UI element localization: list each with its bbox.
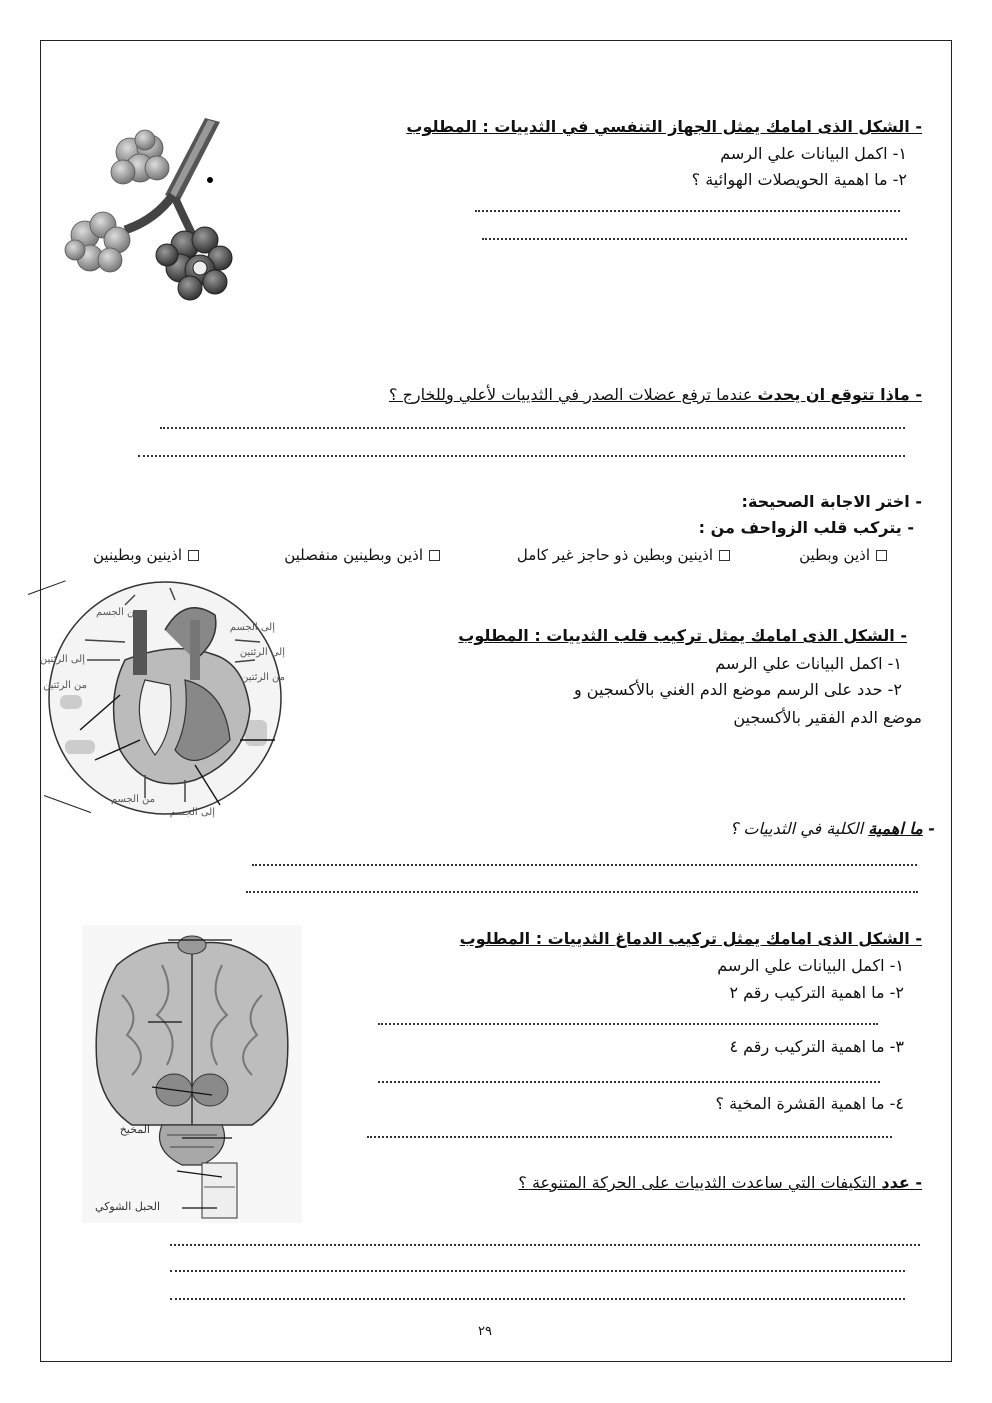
q1-item-2: ٢- ما اهمية الحويصلات الهوائية ؟ [691, 170, 907, 189]
q5-rest: الكلية في الثدييات ؟ [729, 819, 869, 838]
q4-item-1: ١- اكمل البيانات علي الرسم [715, 654, 902, 673]
heart-label: إلى الرئتين [39, 654, 85, 665]
q5-strong: ما اهمية [868, 819, 923, 838]
q7-prefix: - عدد [881, 1173, 922, 1192]
q4-title: - الشكل الذى امامك يمثل تركيب قلب الثدييات : المطلوب [458, 626, 907, 645]
option-4[interactable]: اذينين وبطينين [93, 545, 199, 565]
q1-title: - الشكل الذى امامك يمثل الجهاز التنفسي في الثدييات : المطلوب [406, 117, 922, 136]
option-1[interactable]: اذين وبطين [799, 545, 887, 565]
q3-sub: - يتركب قلب الزواحف من : [698, 518, 914, 537]
heart-label: من الرئتين [241, 672, 285, 683]
answer-line[interactable] [378, 1081, 880, 1083]
q6-item-1: ١- اكمل البيانات علي الرسم [717, 956, 904, 975]
heart-figure [39, 580, 285, 818]
page-number: ٢٩ [478, 1324, 492, 1339]
option-3[interactable]: اذين وبطينين منفصلين [284, 545, 440, 565]
q2-question [389, 384, 922, 406]
q4-item-3: موضع الدم الفقير بالأكسجين [733, 708, 922, 727]
checkbox[interactable] [188, 550, 199, 561]
q1-item-1: ١- اكمل البيانات علي الرسم [720, 144, 907, 163]
answer-line[interactable] [170, 1298, 905, 1300]
q6-title: - الشكل الذى امامك يمثل تركيب الدماغ الثدييات : المطلوب [459, 929, 922, 948]
checkbox[interactable] [429, 550, 440, 561]
answer-line[interactable] [252, 864, 917, 866]
q7-rest: التكيفات التي ساعدت الثدييات على الحركة المتنوعة ؟ [518, 1173, 882, 1192]
answer-line[interactable] [170, 1244, 920, 1246]
q6-item-4: ٤- ما اهمية القشرة المخية ؟ [715, 1094, 904, 1113]
answer-line[interactable] [475, 210, 900, 212]
q5-dash: - [922, 819, 935, 838]
checkbox[interactable] [876, 550, 887, 561]
q6-item-2: ٢- ما اهمية التركيب رقم ٢ [729, 983, 904, 1002]
answer-line[interactable] [482, 238, 907, 240]
answer-line[interactable] [378, 1023, 878, 1025]
checkbox[interactable] [719, 550, 730, 561]
option-2[interactable]: اذينين وبطين ذو حاجز غير كامل [517, 545, 730, 565]
answer-line[interactable] [367, 1136, 892, 1138]
q2-prefix: - ماذا تتوقع ان يحدث [757, 385, 922, 404]
brain-figure [82, 925, 302, 1223]
q7-question [518, 1172, 922, 1194]
answer-line[interactable] [246, 891, 918, 893]
brain-label-cerebellum: المخيخ [119, 1123, 150, 1136]
q4-item-2: ٢- حدد على الرسم موضع الدم الغني بالأكسجين و [573, 680, 902, 699]
answer-line[interactable] [170, 1270, 905, 1272]
q6-item-3: ٣- ما اهمية التركيب رقم ٤ [729, 1037, 904, 1056]
heart-label: إلى الجسم [229, 622, 275, 633]
alveoli-figure [55, 110, 235, 310]
heart-label: إلى الرئتين [239, 647, 285, 658]
heart-label: من الجسم [95, 607, 140, 618]
heart-label: إلى الجسم [169, 807, 215, 818]
heart-label: من الجسم [110, 794, 155, 805]
answer-line[interactable] [138, 455, 905, 457]
q2-rest: عندما ترفع عضلات الصدر في الثدييات لأعلي وللخارج ؟ [388, 385, 758, 404]
q3-title: - اختر الاجابة الصحيحة: [741, 492, 922, 511]
answer-line[interactable] [160, 427, 905, 429]
heart-label: من الرئتين [43, 680, 87, 691]
q5-question [730, 818, 935, 840]
brain-label-spinal-cord: الحبل الشوكي [95, 1200, 160, 1213]
